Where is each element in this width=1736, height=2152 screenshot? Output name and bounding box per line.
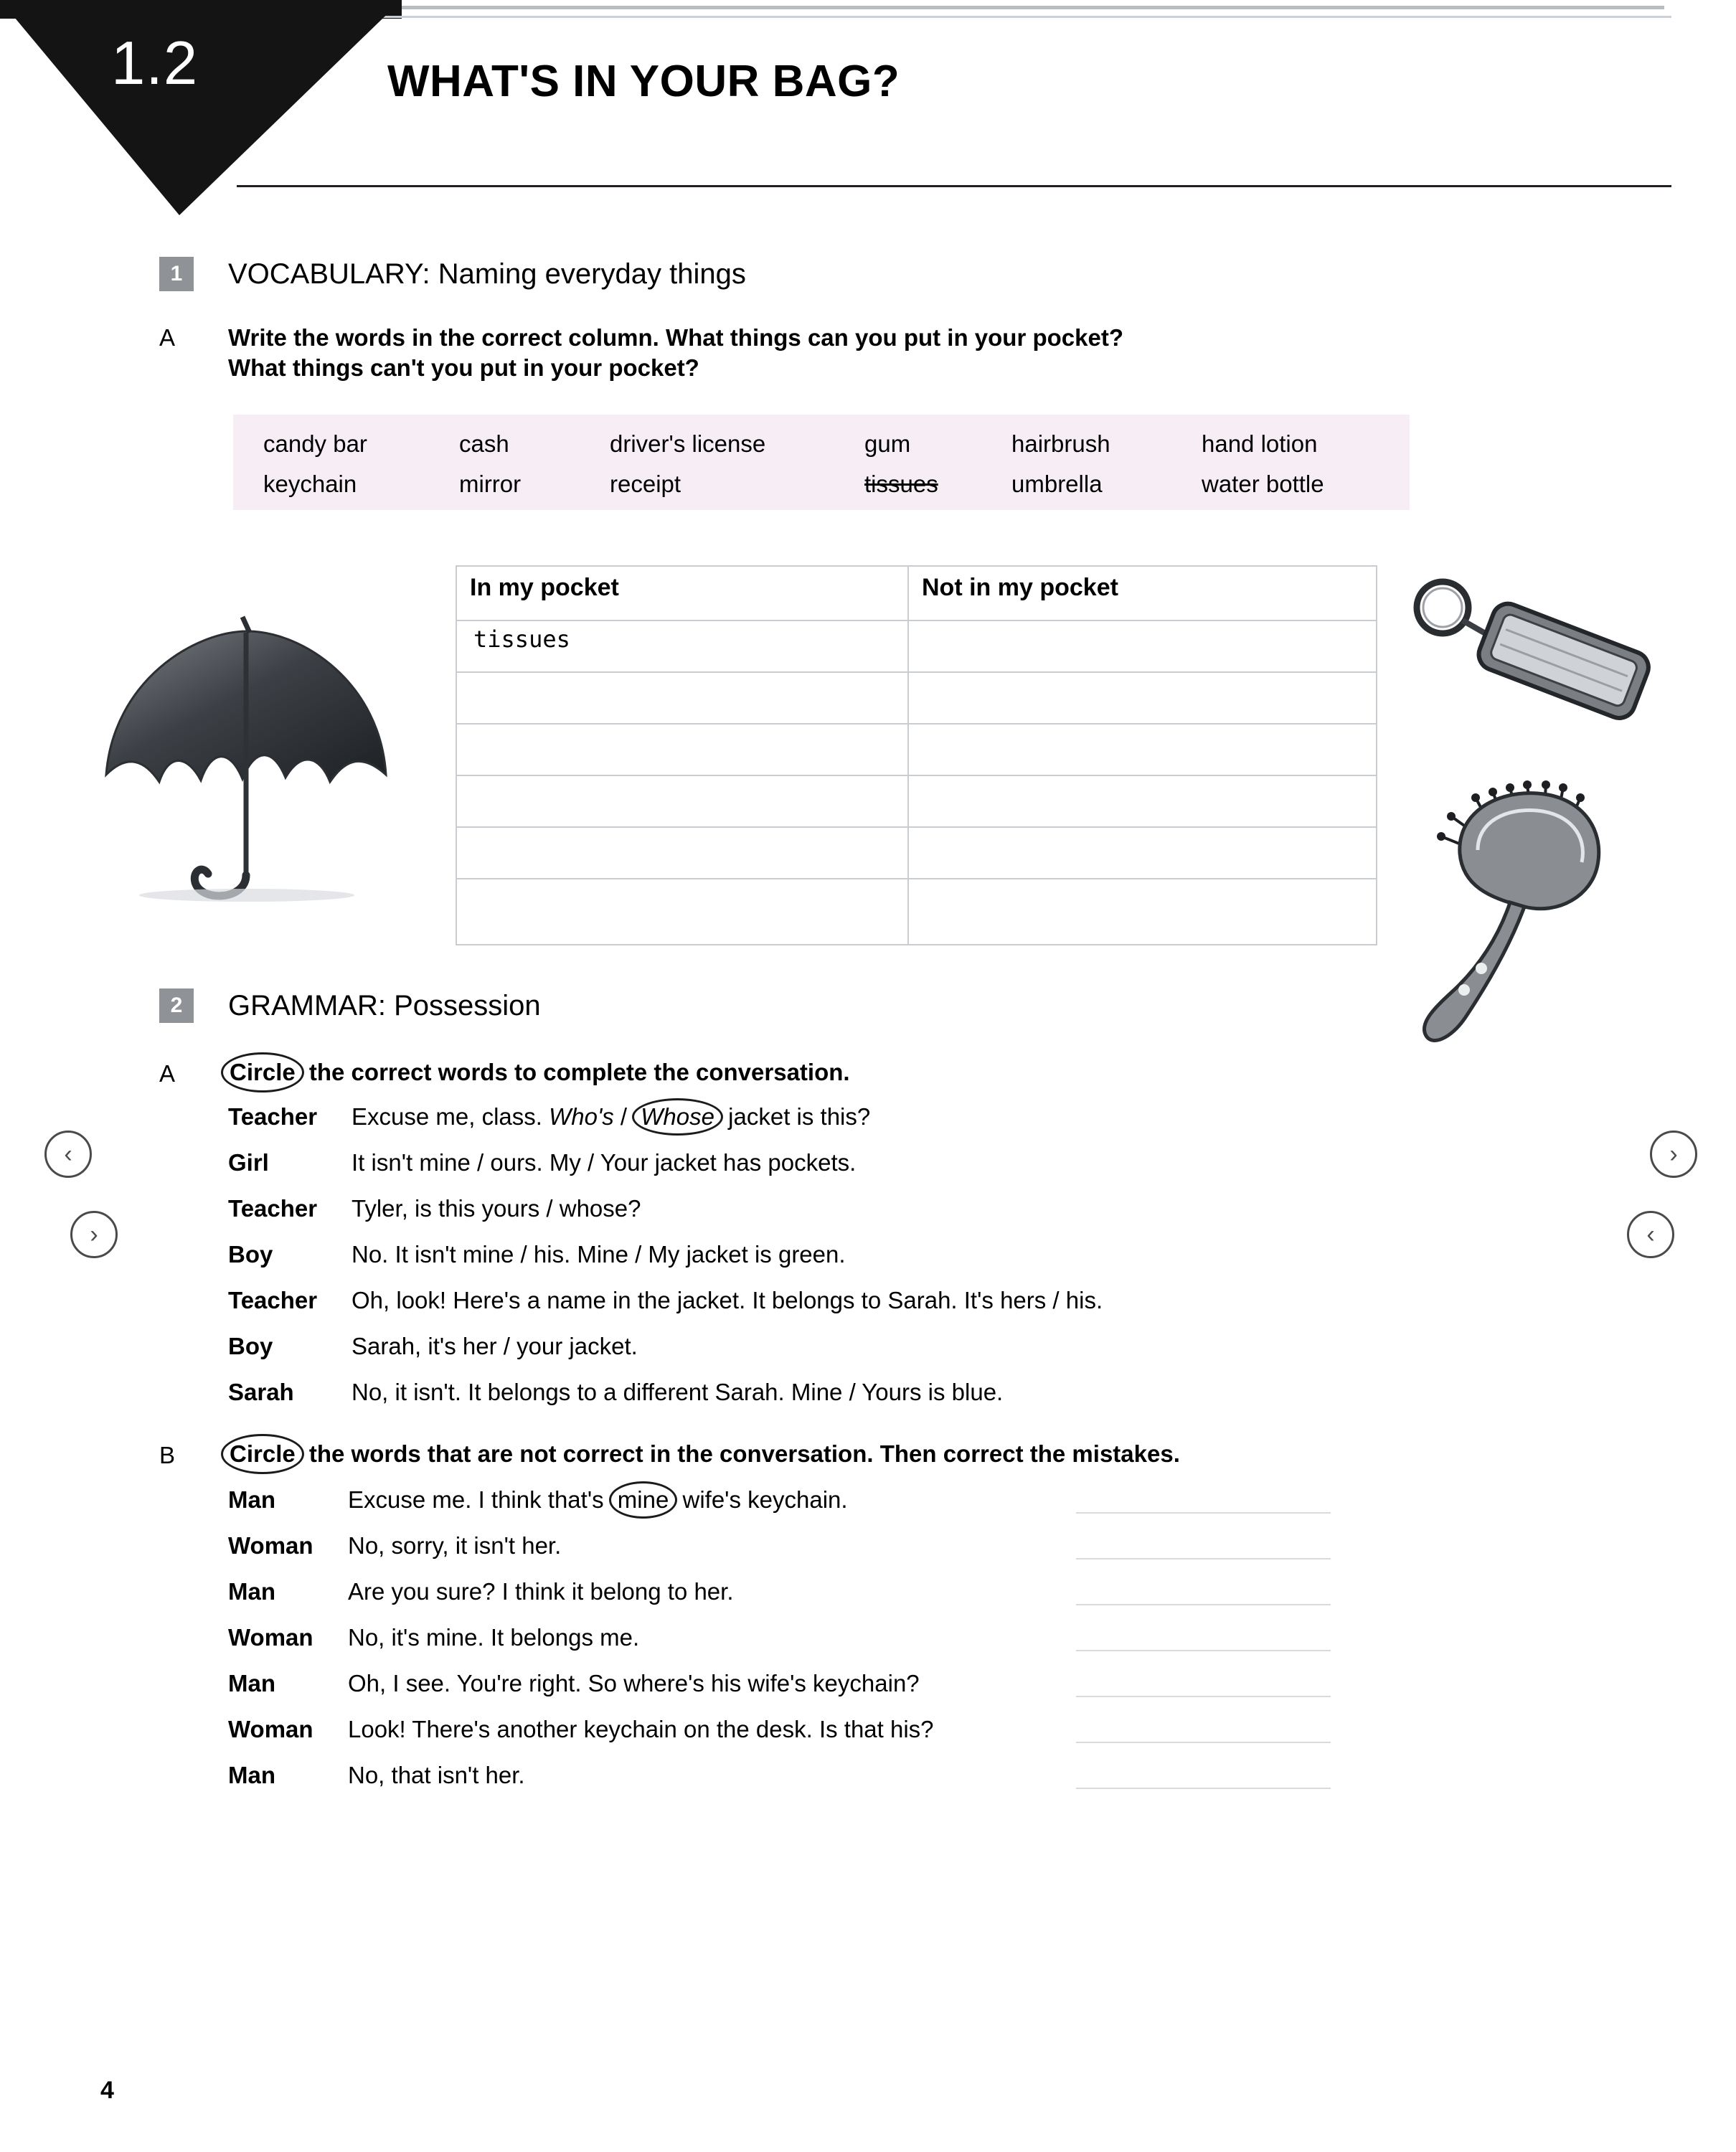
conversation-line[interactable]: No, it's mine. It belongs me.	[348, 1624, 640, 1651]
conversation-line[interactable]: No, it isn't. It belongs to a different Sarah. Mine / Yours is blue.	[352, 1379, 1004, 1405]
conversation-line[interactable]: Look! There's another keychain on the desk. Is that his?	[348, 1716, 934, 1742]
answer-line[interactable]	[1076, 1512, 1331, 1514]
nav-next-left-button[interactable]: ›	[70, 1211, 118, 1258]
keychain-icon	[1402, 570, 1675, 728]
exercise-2a-letter: A	[159, 1060, 176, 1087]
page-title: WHAT'S IN YOUR BAG?	[387, 57, 900, 106]
table-row-divider	[457, 620, 1376, 621]
conversation-line[interactable]: No. It isn't mine / his. Mine / My jacket is green.	[352, 1241, 846, 1268]
section-1-number: 1	[159, 257, 194, 291]
answer-line[interactable]	[1076, 1742, 1331, 1743]
exercise-1a-instruction-line1: Write the words in the correct column. What things can you put in your pocket?	[228, 324, 1123, 351]
answer-line[interactable]	[1076, 1604, 1331, 1605]
speaker-label: Girl	[228, 1149, 269, 1176]
scan-edge-line-secondary	[215, 16, 1671, 18]
header-divider	[237, 185, 1671, 187]
speaker-label: Man	[228, 1578, 275, 1605]
word-bank-item[interactable]: candy bar	[263, 430, 367, 457]
word-bank-item[interactable]: cash	[459, 430, 509, 457]
answer-line[interactable]	[1076, 1696, 1331, 1697]
line-text-post: wife's keychain.	[676, 1486, 848, 1513]
conversation-line[interactable]: No, that isn't her.	[348, 1762, 525, 1788]
exercise-2b-letter: B	[159, 1442, 176, 1468]
table-header-not-in-pocket: Not in my pocket	[922, 574, 1118, 601]
word-bank-item[interactable]: umbrella	[1011, 471, 1103, 497]
table-row-divider	[457, 878, 1376, 879]
table-row-divider	[457, 671, 1376, 673]
conversation-line[interactable]: No, sorry, it isn't her.	[348, 1532, 562, 1559]
line-option-1[interactable]: Who's	[549, 1103, 614, 1130]
word-bank-item[interactable]: water bottle	[1202, 471, 1324, 497]
exercise-1a-letter: A	[159, 324, 176, 351]
word-bank-item[interactable]: driver's license	[610, 430, 766, 457]
word-bank-item-used[interactable]: tissues	[864, 471, 938, 497]
speaker-label: Teacher	[228, 1103, 318, 1130]
conversation-line[interactable]: Tyler, is this yours / whose?	[352, 1195, 641, 1222]
speaker-label: Man	[228, 1670, 275, 1696]
table-row-divider	[457, 826, 1376, 828]
speaker-label: Man	[228, 1762, 275, 1788]
hairbrush-icon	[1410, 753, 1646, 1076]
conversation-line[interactable]: It isn't mine / ours. My / Your jacket has pockets.	[352, 1149, 857, 1176]
speaker-label: Sarah	[228, 1379, 294, 1405]
word-bank-item[interactable]: receipt	[610, 471, 681, 497]
line-option-circled[interactable]: Whose	[633, 1103, 722, 1131]
speaker-label: Boy	[228, 1333, 273, 1359]
umbrella-icon	[93, 603, 395, 904]
line-text-post: jacket is this?	[721, 1103, 871, 1130]
speaker-label: Man	[228, 1486, 275, 1513]
nav-prev-right-button[interactable]: ‹	[1627, 1211, 1674, 1258]
speaker-label: Teacher	[228, 1287, 318, 1313]
answer-line[interactable]	[1076, 1558, 1331, 1559]
speaker-label: Teacher	[228, 1195, 318, 1222]
conversation-line[interactable]: Oh, look! Here's a name in the jacket. It belongs to Sarah. It's hers / his.	[352, 1287, 1103, 1313]
conversation-line[interactable]: Sarah, it's her / your jacket.	[352, 1333, 638, 1359]
table-row-divider	[457, 775, 1376, 776]
section-2-title: GRAMMAR: Possession	[228, 990, 541, 1021]
speaker-label: Woman	[228, 1532, 313, 1559]
answer-line[interactable]	[1076, 1650, 1331, 1651]
word-bank-item[interactable]: mirror	[459, 471, 522, 497]
exercise-2a-instruction: the correct words to complete the conversation.	[308, 1059, 850, 1085]
word-bank-item[interactable]: hand lotion	[1202, 430, 1318, 457]
conversation-line[interactable]: Oh, I see. You're right. So where's his wife's keychain?	[348, 1670, 920, 1696]
section-2-number: 2	[159, 988, 194, 1023]
section-1-title: VOCABULARY: Naming everyday things	[228, 258, 746, 290]
page-number: 4	[100, 2077, 114, 2104]
circle-instruction-word: Circle	[222, 1057, 303, 1087]
speaker-label: Woman	[228, 1716, 313, 1742]
speaker-label: Woman	[228, 1624, 313, 1651]
word-bank-item[interactable]: keychain	[263, 471, 357, 497]
pocket-table	[456, 565, 1377, 945]
conversation-line[interactable]: Are you sure? I think it belong to her.	[348, 1578, 734, 1605]
unit-flag	[0, 0, 402, 215]
word-bank-item[interactable]: gum	[864, 430, 911, 457]
line-option-circled[interactable]: mine	[610, 1486, 676, 1514]
table-header-in-pocket: In my pocket	[470, 574, 619, 601]
line-text-pre: Excuse me. I think that's	[348, 1486, 610, 1513]
nav-prev-left-button[interactable]: ‹	[44, 1131, 92, 1178]
exercise-2b-instruction: the words that are not correct in the conversation. Then correct the mistakes.	[308, 1440, 1180, 1467]
table-column-divider	[907, 567, 909, 944]
line-text-pre: Excuse me, class.	[352, 1103, 549, 1130]
word-bank-item[interactable]: hairbrush	[1011, 430, 1110, 457]
word-bank	[233, 415, 1410, 510]
table-row-divider	[457, 723, 1376, 725]
scan-edge-line	[402, 6, 1664, 9]
conversation-line[interactable]	[352, 1103, 870, 1131]
answer-line[interactable]	[1076, 1788, 1331, 1789]
conversation-line[interactable]	[348, 1486, 848, 1514]
line-separator: /	[613, 1103, 634, 1130]
table-cell-answer[interactable]: tissues	[473, 626, 570, 653]
exercise-1a-instruction-line2: What things can't you put in your pocket?	[228, 354, 699, 382]
unit-number: 1.2	[111, 29, 199, 98]
speaker-label: Boy	[228, 1241, 273, 1268]
nav-next-right-button[interactable]: ›	[1650, 1131, 1697, 1178]
circle-instruction-word: Circle	[222, 1439, 303, 1469]
